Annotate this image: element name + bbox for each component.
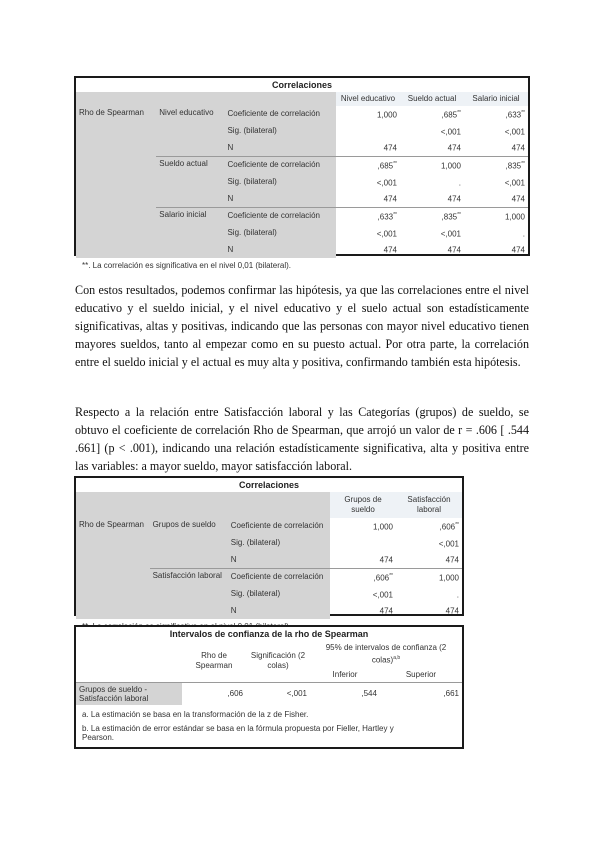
- row-label: Sig. (bilateral): [228, 535, 330, 552]
- table3-footnote-b: b. La estimación de error estándar se basa en la fórmula propuesta por Fieller, Hartley y Pearson.: [82, 723, 394, 742]
- row-label: Coeficiente de correlación: [224, 106, 336, 123]
- correlations-table-2: [74, 476, 464, 616]
- table-row: [76, 518, 462, 535]
- row-label: Sig. (bilateral): [228, 586, 330, 603]
- table3-lower-value: ,544: [310, 682, 380, 705]
- cell-value: 1,000: [396, 568, 462, 585]
- cell-value: <,001: [504, 127, 525, 137]
- cell-value: .: [458, 178, 461, 188]
- cell-value: ,633**: [336, 207, 400, 224]
- row-label: Coeficiente de correlación: [224, 207, 336, 224]
- table3-rho-value: ,606: [182, 682, 246, 705]
- table3-col-sig: Significación (2 colas): [250, 651, 306, 671]
- cell-value: 474: [511, 245, 525, 255]
- cell-value: ,835**: [464, 156, 528, 173]
- table1-title: Correlaciones: [271, 80, 333, 90]
- cell-value: ,633**: [505, 110, 525, 120]
- cell-value: <,001: [372, 590, 393, 600]
- cell-value: ,835**: [400, 207, 464, 224]
- table3-col-lower: Inferior: [332, 669, 358, 679]
- rho-label: Rho de Spearman: [76, 106, 156, 258]
- table-row: [76, 106, 528, 123]
- row-label: Sig. (bilateral): [224, 174, 336, 191]
- cell-value: .: [522, 229, 525, 239]
- cell-value: [330, 535, 396, 552]
- cell-value: ,606**: [330, 568, 396, 585]
- cell-value: 474: [379, 555, 393, 565]
- group-label: Nivel educativo: [156, 106, 224, 156]
- table3-row-label: Grupos de sueldo - Satisfacción laboral: [76, 682, 182, 705]
- cell-value: 474: [511, 194, 525, 204]
- cell-value: 1,000: [464, 207, 528, 224]
- cell-value: ,606**: [439, 522, 459, 532]
- cell-value: <,001: [376, 178, 397, 188]
- paragraph-2: Respecto a la relación entre Satisfacción laboral y las Categorías (grupos) de sueldo, se obtuvo el coeficiente de correlación Rho de Spearman, que arrojó un valor de r = .606 [ .544 .661] (p < .001), indicando una relación estadísticamente significativa, alta y positiva entre las variables: a mayor sueldo, mayor satisfacción laboral.: [75, 405, 529, 473]
- table2-title: Correlaciones: [238, 480, 300, 490]
- cell-value: ,685**: [441, 110, 461, 120]
- cell-value: 474: [379, 606, 393, 616]
- table3-col-rho: Rho de Spearman: [195, 651, 233, 671]
- table3-sig-value: <,001: [246, 682, 310, 705]
- row-label: N: [228, 602, 330, 619]
- cell-value: <,001: [440, 229, 461, 239]
- cell-value: 474: [383, 143, 397, 153]
- row-label: Sig. (bilateral): [224, 123, 336, 140]
- table2-col-satisfaccion: Satisfacción laboral: [396, 492, 462, 518]
- group-label: Satisfacción laboral: [150, 568, 228, 618]
- cell-value: 1,000: [400, 156, 464, 173]
- table1-col-salario: Salario inicial: [464, 92, 528, 106]
- table3-col-upper: Superior: [405, 669, 437, 679]
- table1-col-nivel: Nivel educativo: [336, 92, 400, 106]
- confidence-intervals-table: [74, 625, 464, 749]
- table3-upper-value: ,661: [380, 682, 462, 705]
- row-label: Coeficiente de correlación: [228, 518, 330, 535]
- table1-col-sueldo: Sueldo actual: [400, 92, 464, 106]
- table3-title: Intervalos de confianza de la rho de Spearman: [169, 629, 369, 639]
- correlations-table-1: [74, 76, 530, 270]
- cell-value: 474: [383, 245, 397, 255]
- row-label: N: [224, 241, 336, 258]
- table2-col-grupos: Grupos de sueldo: [330, 492, 396, 518]
- paragraph-1: Con estos resultados, podemos confirmar las hipótesis, ya que las correlaciones entre el nivel educativo y el sueldo inicial, y el nivel educativo y el suelo actual son estadísticamente significativas, altas y positivas, indicando que las personas con mayor nivel educativo tienen mayores sueldos, tanto al empezar como en su puesto actual. Por otra parte, la correlación entre el sueldo inicial y el actual es muy alta y positiva, confirmando también esta hipótesis.: [75, 283, 529, 369]
- group-label: Salario inicial: [156, 207, 224, 257]
- cell-value: 474: [447, 194, 461, 204]
- row-label: Coeficiente de correlación: [224, 156, 336, 173]
- cell-value: .: [456, 590, 459, 600]
- row-label: Coeficiente de correlación: [228, 568, 330, 585]
- row-label: Sig. (bilateral): [224, 225, 336, 242]
- cell-value: 1,000: [376, 110, 397, 120]
- table1-footnote: **. La correlación es significativa en el nivel 0,01 (bilateral).: [82, 260, 291, 270]
- cell-value: [336, 123, 400, 140]
- group-label: Grupos de sueldo: [150, 518, 228, 568]
- cell-value: 474: [511, 143, 525, 153]
- cell-value: 474: [445, 606, 459, 616]
- cell-value: 1,000: [372, 522, 393, 532]
- cell-value: 474: [445, 555, 459, 565]
- row-label: N: [228, 551, 330, 568]
- table3-footnote-a: a. La estimación se basa en la transformación de la z de Fisher.: [82, 709, 309, 719]
- cell-value: ,685**: [336, 156, 400, 173]
- cell-value: <,001: [438, 539, 459, 549]
- cell-value: 474: [447, 245, 461, 255]
- cell-value: 474: [447, 143, 461, 153]
- cell-value: <,001: [376, 229, 397, 239]
- table3-col-ci: 95% de intervalos de confianza (2 colas)$^{a,b}$: [325, 643, 447, 665]
- rho-label: Rho de Spearman: [76, 518, 150, 619]
- cell-value: <,001: [440, 127, 461, 137]
- group-label: Sueldo actual: [156, 156, 224, 207]
- cell-value: <,001: [504, 178, 525, 188]
- row-label: N: [224, 190, 336, 207]
- cell-value: 474: [383, 194, 397, 204]
- row-label: N: [224, 139, 336, 156]
